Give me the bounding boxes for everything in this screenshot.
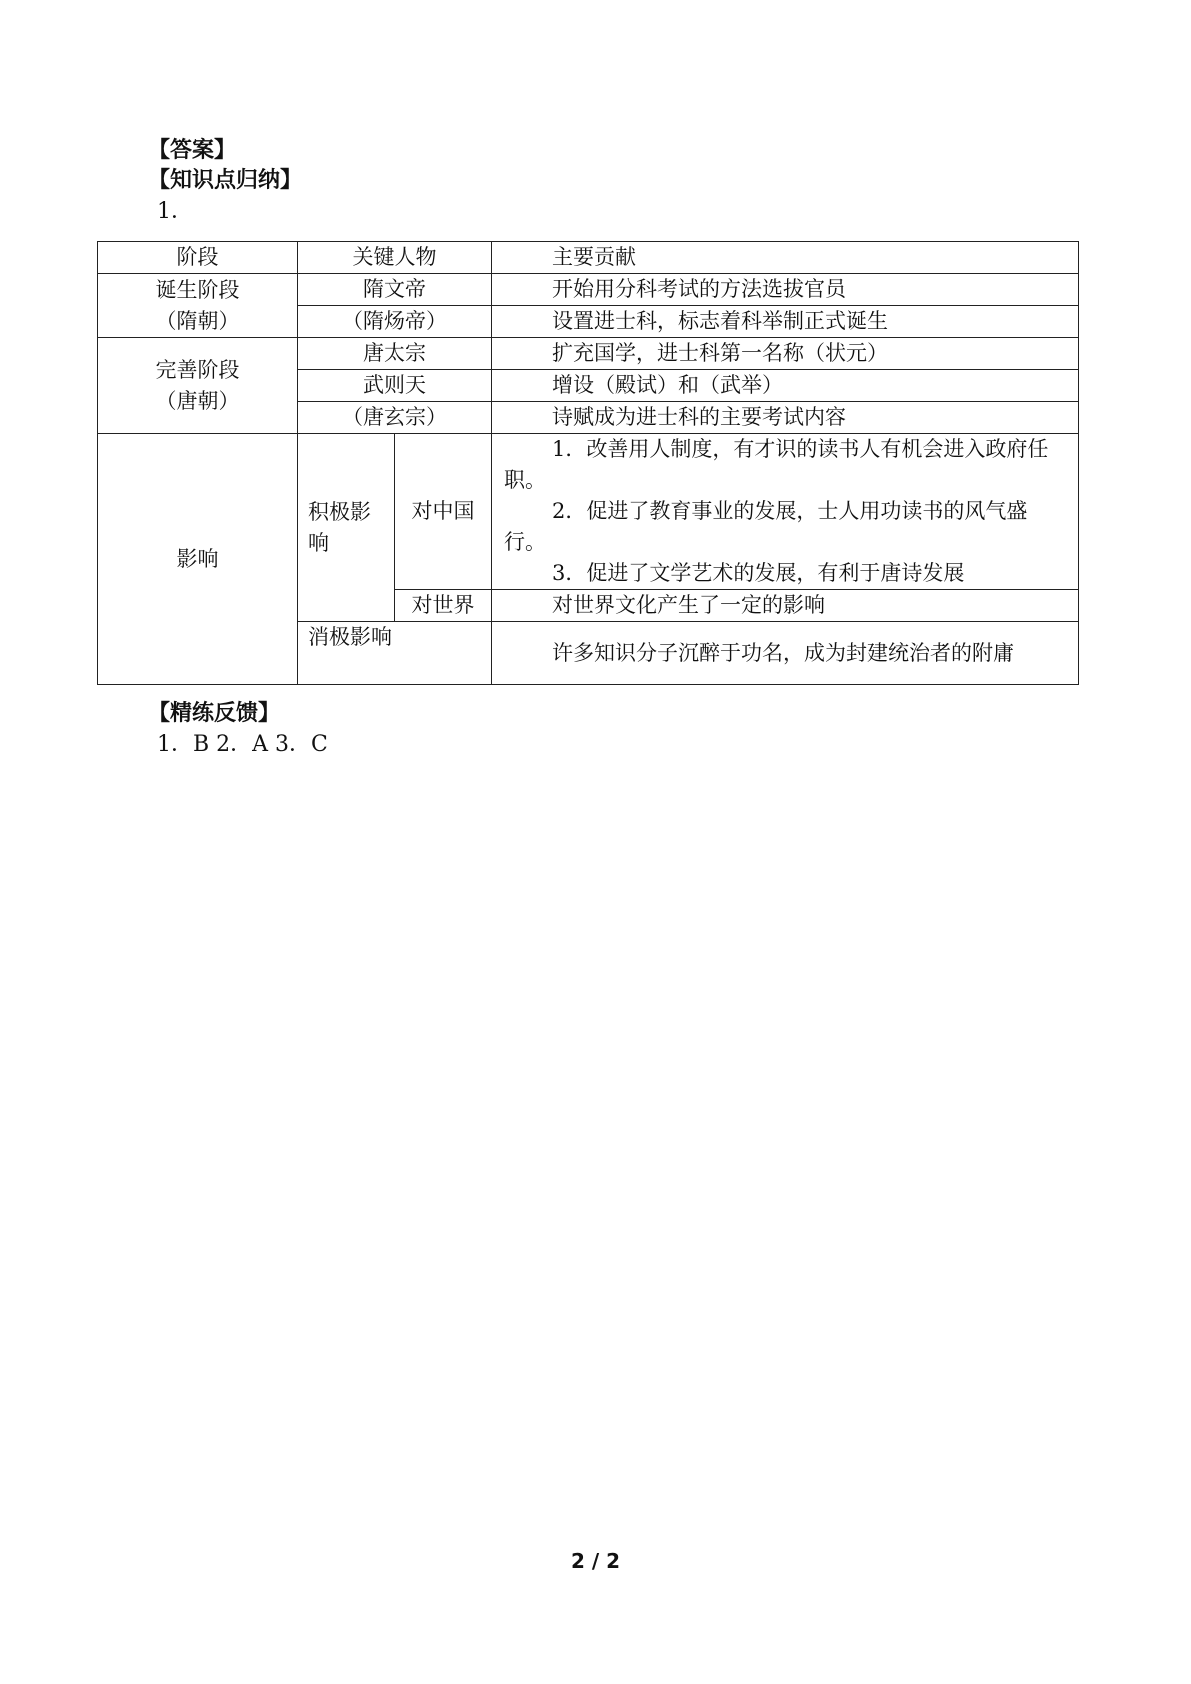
header-contribution: 主要贡献 xyxy=(492,242,1079,274)
practice-heading: 【精练反馈】 xyxy=(148,701,281,726)
birth-stage-name: 诞生阶段 xyxy=(155,277,240,302)
person-cell: 唐太宗 xyxy=(298,338,492,370)
page-number: 2 / 2 xyxy=(570,1549,621,1573)
contribution-cell: 设置进士科，标志着科举制正式诞生 xyxy=(492,306,1079,338)
improve-stage-name: 完善阶段 xyxy=(155,357,240,382)
person-cell: （隋炀帝） xyxy=(298,306,492,338)
improve-stage-cell xyxy=(98,338,298,434)
world-point-cell: 对世界文化产生了一定的影响 xyxy=(492,590,1079,622)
influence-cell: 影响 xyxy=(98,434,298,685)
positive-influence-cell: 积极影响 xyxy=(298,434,395,622)
contribution-cell: 扩充国学，进士科第一名称（状元） xyxy=(492,338,1079,370)
practice-answers: 1．B 2．A 3．C xyxy=(157,732,328,757)
table-row xyxy=(98,434,1079,590)
table-row xyxy=(98,274,1079,306)
contribution-cell: 开始用分科考试的方法选拔官员 xyxy=(492,274,1079,306)
contribution-cell: 诗赋成为进士科的主要考试内容 xyxy=(492,402,1079,434)
person-cell: （唐玄宗） xyxy=(298,402,492,434)
person-cell: 武则天 xyxy=(298,370,492,402)
person-cell: 隋文帝 xyxy=(298,274,492,306)
negative-point-cell: 许多知识分子沉醉于功名，成为封建统治者的附庸 xyxy=(492,622,1079,685)
to-china-cell: 对中国 xyxy=(395,434,492,590)
header-person: 关键人物 xyxy=(298,242,492,274)
china-points-cell xyxy=(492,434,1079,590)
negative-influence-cell: 消极影响 xyxy=(298,622,492,685)
china-point: 3．促进了文学艺术的发展，有利于唐诗发展 xyxy=(552,561,965,585)
contribution-cell: 增设（殿试）和（武举） xyxy=(492,370,1079,402)
keju-summary-table xyxy=(97,241,1079,685)
table-header-row xyxy=(98,242,1079,274)
answer-heading: 【答案】 xyxy=(148,138,237,163)
item-number: 1． xyxy=(157,199,193,224)
china-point: 1．改善用人制度，有才识的读书人有机会进入政府任职。 xyxy=(504,437,1049,492)
china-point: 2．促进了教育事业的发展，士人用功读书的风气盛行。 xyxy=(504,499,1028,554)
improve-stage-dynasty: （唐朝） xyxy=(155,388,240,413)
knowledge-heading: 【知识点归纳】 xyxy=(148,168,303,193)
to-world-cell: 对世界 xyxy=(395,590,492,622)
header-stage: 阶段 xyxy=(98,242,298,274)
birth-stage-cell xyxy=(98,274,298,338)
birth-stage-dynasty: （隋朝） xyxy=(155,308,240,333)
table-row xyxy=(98,338,1079,370)
